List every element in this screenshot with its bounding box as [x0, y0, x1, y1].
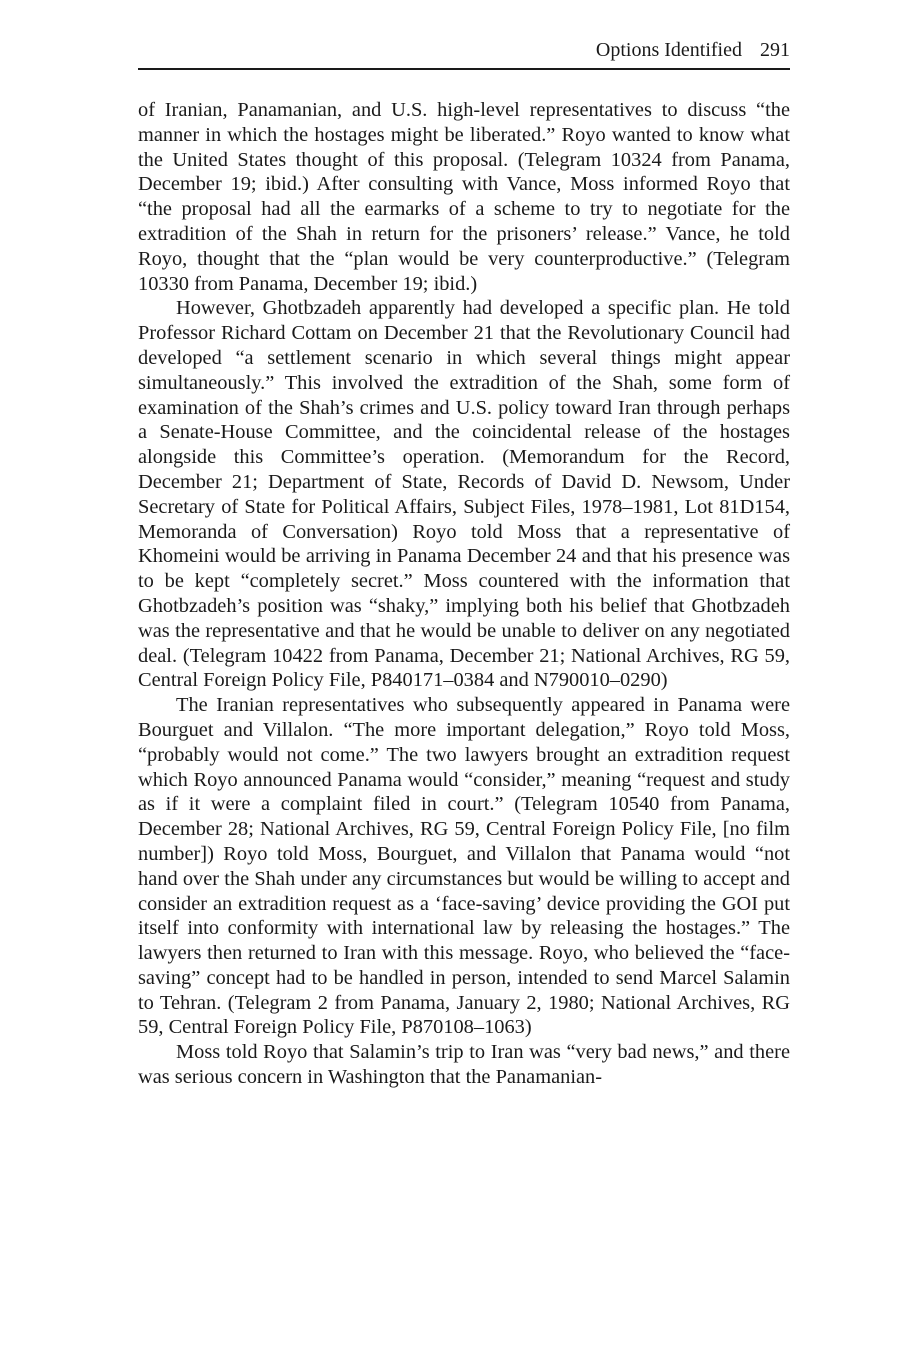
paragraph-continuation: of Iranian, Panamanian, and U.S. high-level representatives to discuss “the manner in which the hostages might be liberated.” Royo wanted to know what the United States thought of this proposal. (Telegram 10324 from Panama, December 19; ibid.) After consulting with Vance, Moss informed Royo that “the proposal had all the earmarks of a scheme to try to negotiate for the extradition of the Shah in return for the prisoners’ release.” Vance, he told Royo, thought that the “plan would be very counterproductive.” (Telegram 10330 from Panama, December 19; ibid.) [138, 99, 790, 295]
running-title: Options Identified [595, 39, 742, 61]
running-header [138, 36, 790, 70]
body-text [138, 98, 790, 1090]
paragraph-ghotbzadeh-plan: However, Ghotbzadeh apparently had developed a specific plan. He told Professor Richard Cottam on December 21 that the Revolutionary Council had developed “a settlement scenario in which several things might appear simultaneously.” This involved the extradition of the Shah, some form of examination of the Shah’s crimes and U.S. policy toward Iran through perhaps a Senate-House Committee, and the coincidental release of the hostages alongside this Committee’s operation. (Memorandum for the Record, December 21; Department of State, Records of David D. Newsom, Under Secretary of State for Political Affairs, Subject Files, 1978–1981, Lot 81D154, Memoranda of Conversation) Royo told Moss that a representative of Khomeini would be arriving in Panama December 24 and that his presence was to be kept “completely secret.” Moss countered with the information that Ghotbzadeh’s position was “shaky,” implying both his belief that Ghotbzadeh was the representative and that he would be unable to deliver on any negotiated deal. (Telegram 10422 from Panama, December 21; National Archives, RG 59, Central Foreign Policy File, P840171–0384 and N790010–0290) [138, 297, 790, 692]
page-number: 291 [760, 39, 790, 61]
paragraph-salamin-trip: Moss told Royo that Salamin’s trip to Iran was “very bad news,” and there was serious concern in Washington that the Panamanian- [138, 1041, 790, 1089]
paragraph-iranian-representatives: The Iranian representatives who subsequently appeared in Panama were Bourguet and Villalon. “The more important delegation,” Royo told Moss, “probably would not come.” The two lawyers brought an extradition request which Royo announced Panama would “consider,” meaning “request and study as if it were a complaint filed in court.” (Telegram 10540 from Panama, December 28; National Archives, RG 59, Central Foreign Policy File, [no film number]) Royo told Moss, Bourguet, and Villalon that Panama would “not hand over the Shah under any circumstances but would be willing to accept and consider an extradition request as a ‘face-saving’ device providing the GOI put itself into conformity with international law by releasing the hostages.” The lawyers then returned to Iran with this message. Royo, who believed the “face-saving” concept had to be handled in person, intended to send Marcel Salamin to Tehran. (Telegram 2 from Panama, January 2, 1980; National Archives, RG 59, Central Foreign Policy File, P870108–1063) [138, 694, 790, 1039]
